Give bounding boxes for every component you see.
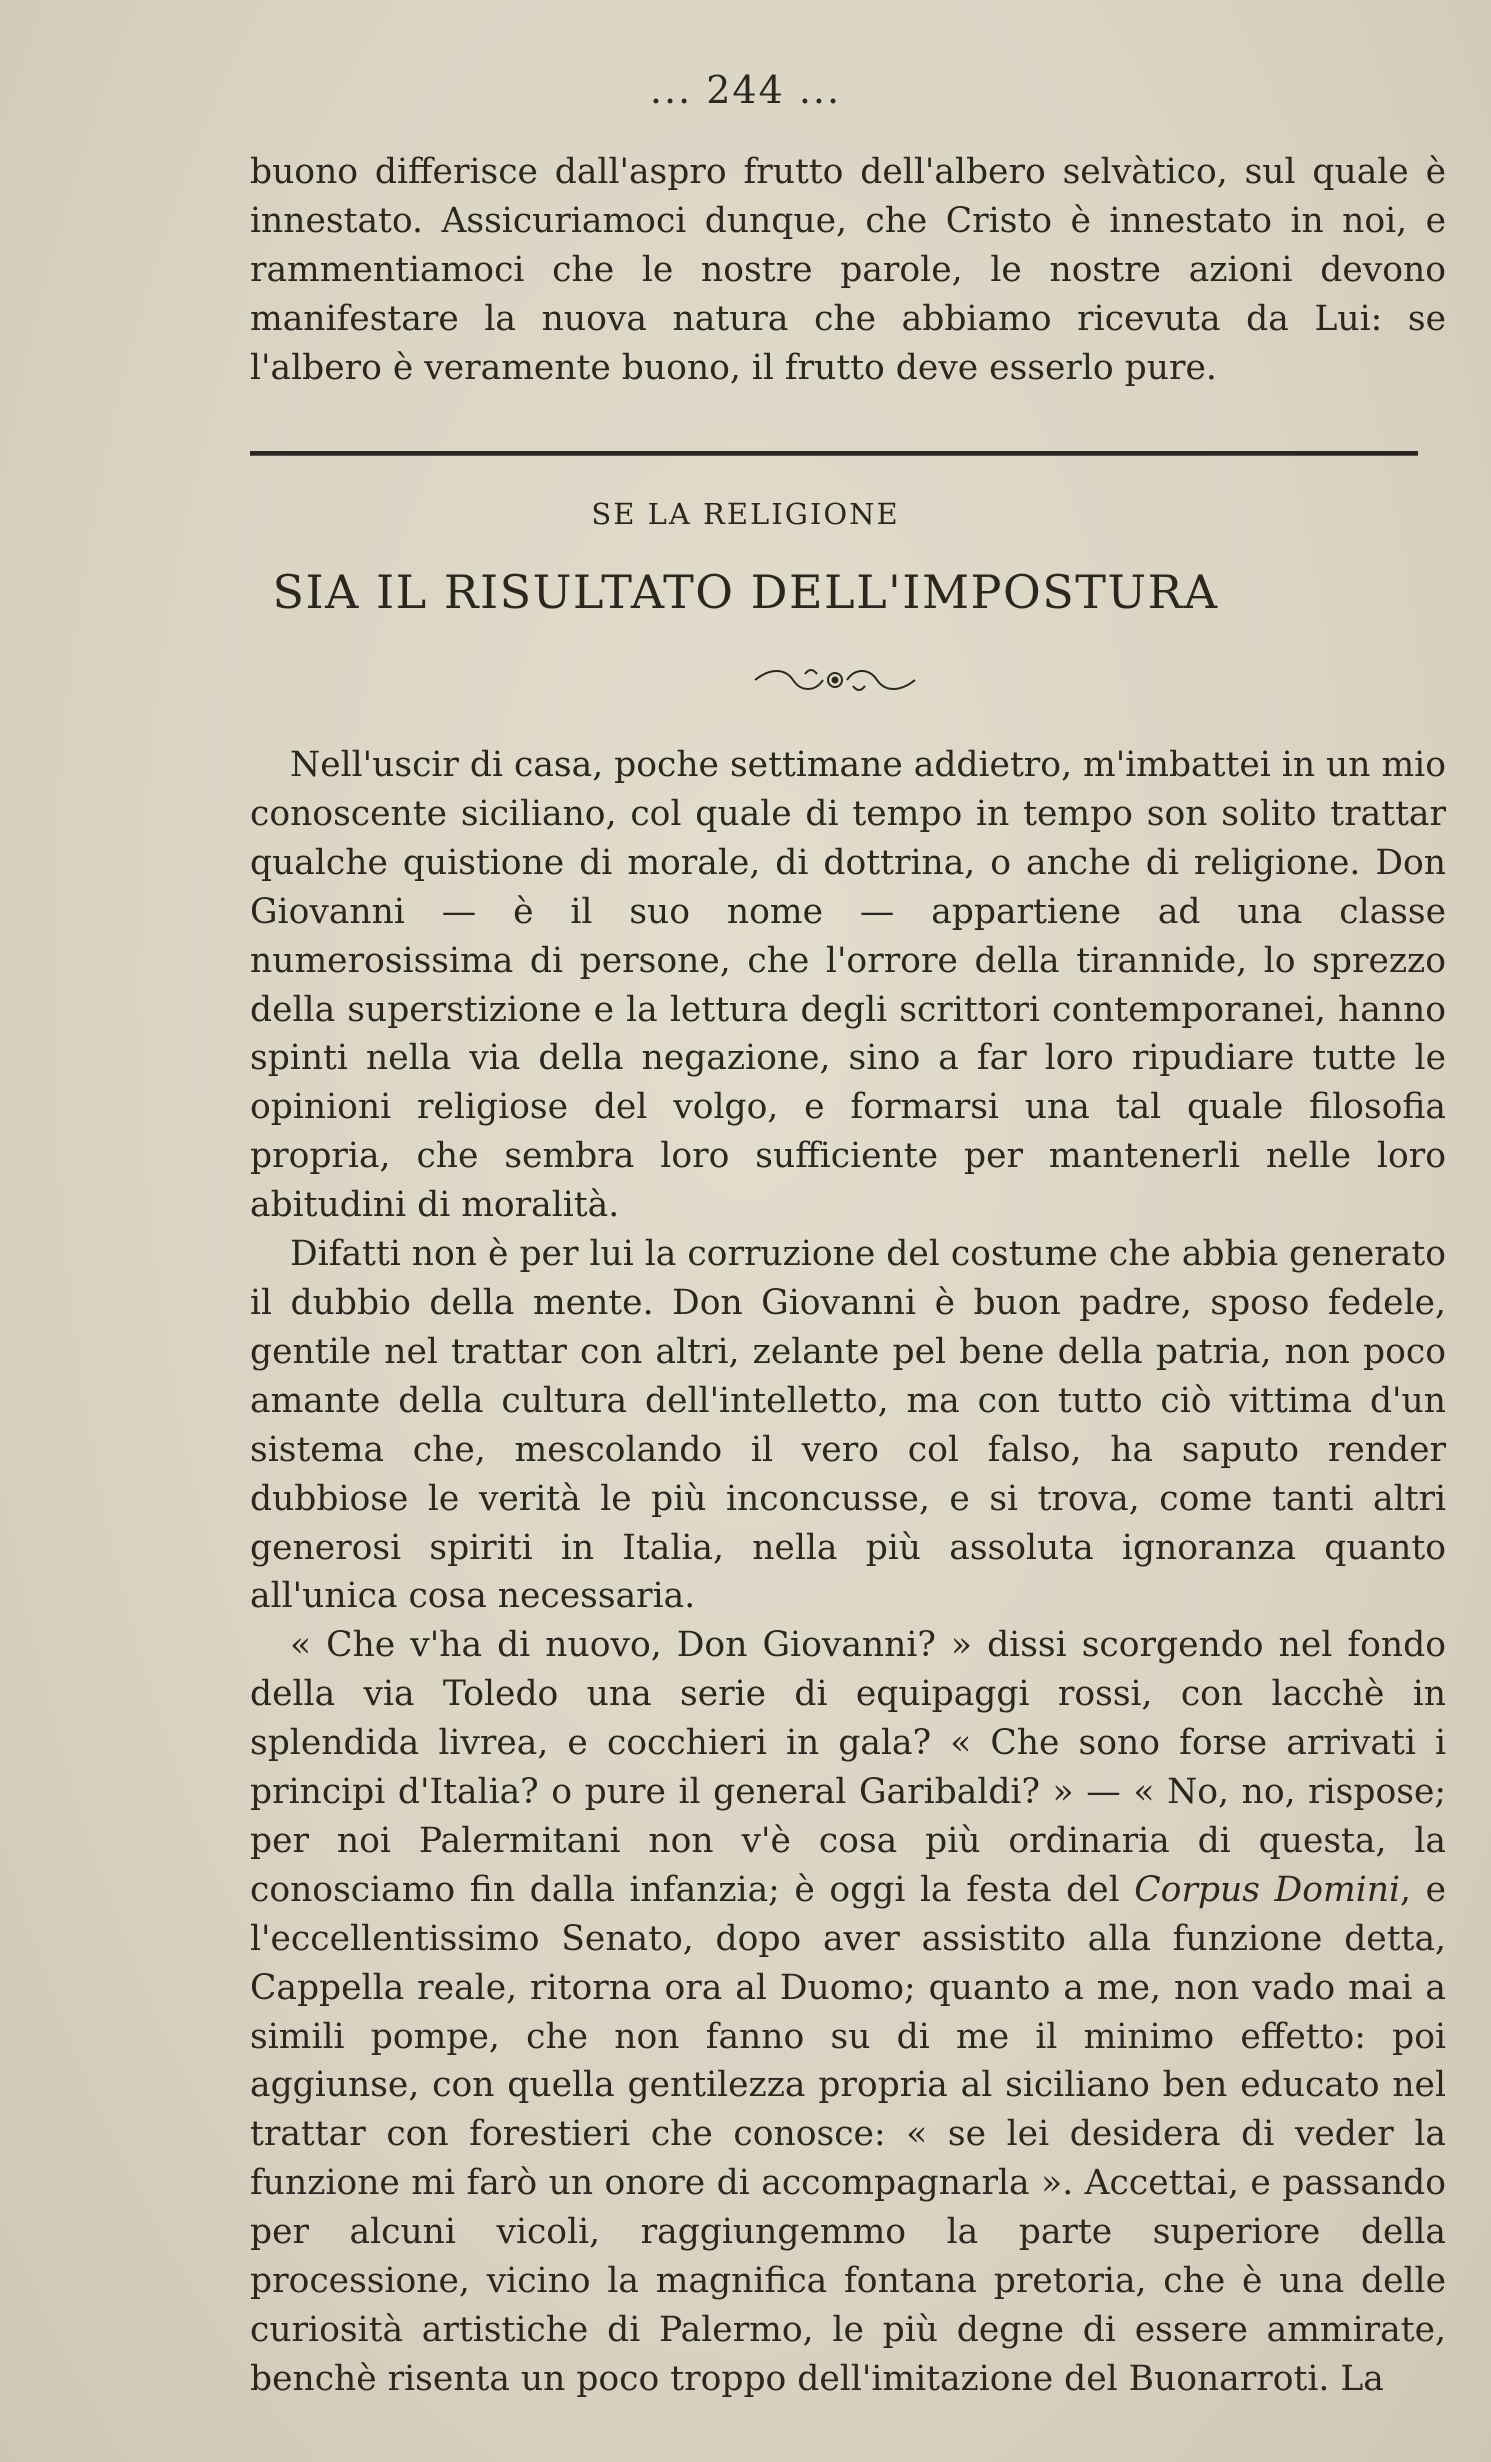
- paragraph-3-part-b: , e l'eccellentissimo Senato, dopo aver assistito alla funzione detta, Cappella reale, ritorna ora al Duomo; quanto a me, non vado mai a simili pompe, che non fanno su di me il minimo effetto: poi aggiunse, con quella gentilezza propria al siciliano ben educato nel trattar con forestieri che conosce: « se lei desidera di veder la funzione mi farò un onore di accompagnarla ». Accettai, e passando per alcuni vicoli, raggiungemmo la parte superiore della processione, vicino la magnifica fontana pretoria, che è una delle curiosità artistiche di Palermo, le più degne di essere ammirate, benchè risenta un poco troppo dell'imitazione del Buonarroti. La: [250, 1869, 1446, 2399]
- paragraph-3-italic: Corpus Domini: [1134, 1869, 1400, 1910]
- page-number: ... 244 ...: [649, 68, 842, 112]
- paragraph-3: [250, 1621, 1446, 2404]
- paragraph-2: Difatti non è per lui la corruzione del costume che abbia generato il dubbio della mente. Don Giovanni è buon padre, sposo fedele, gentile nel trattar con altri, zelante pel bene della patria, non poco amante della cultura dell'intelletto, ma con tutto ciò vittima d'un sistema che, mescolando il vero col falso, ha saputo render dubbiose le verità le più inconcusse, e si trova, come tanti altri generosi spiriti in Italia, nella più assoluta ignoranza quanto all'unica cosa necessaria.: [250, 1234, 1446, 1617]
- article-body: [250, 741, 1446, 2404]
- ornament-flourish-icon: [745, 660, 925, 700]
- paragraph-3-part-a: « Che v'ha di nuovo, Don Giovanni? » dissi scorgendo nel fondo della via Toledo una serie di equipaggi rossi, con lacchè in splendida livrea, e cocchieri in gala? « Che sono forse arrivati i principi d'Italia? o pure il general Garibaldi? » — « No, no, rispose; per noi Palermitani non v'è cosa più ordinaria di questa, la conosciamo fin dalla infanzia; è oggi la festa del: [250, 1625, 1446, 1910]
- paragraph-1: Nell'uscir di casa, poche settimane addietro, m'imbattei in un mio conoscente siciliano, col quale di tempo in tempo son solito trattar qualche quistione di morale, di dottrina, o anche di religione. Don Giovanni — è il suo nome — appartiene ad una classe numerosissima di persone, che l'orrore della tirannide, lo sprezzo della superstizione e la lettura degli scrittori contemporanei, hanno spinti nella via della negazione, sino a far loro ripudiare tutte le opinioni religiose del volgo, e formarsi una tal quale filosofia propria, che sembra loro sufficiente per mantenerli nelle loro abitudini di moralità.: [250, 745, 1446, 1226]
- section-title: SIA IL RISULTATO DELL'IMPOSTURA: [272, 565, 1219, 619]
- intro-paragraph-text: buono differisce dall'aspro frutto dell'albero selvàtico, sul quale è innestato. Assicuriamoci dunque, che Cristo è innestato in noi, e rammentiamoci che le nostre parole, le nostre azioni devono manifestare la nuova natura che abbiamo ricevuta da Lui: se l'albero è veramente buono, il frutto deve esserlo pure.: [250, 152, 1446, 388]
- intro-paragraph: [250, 148, 1446, 393]
- section-divider-rule: [250, 451, 1418, 456]
- section-subtitle: SE LA RELIGIONE: [591, 497, 900, 531]
